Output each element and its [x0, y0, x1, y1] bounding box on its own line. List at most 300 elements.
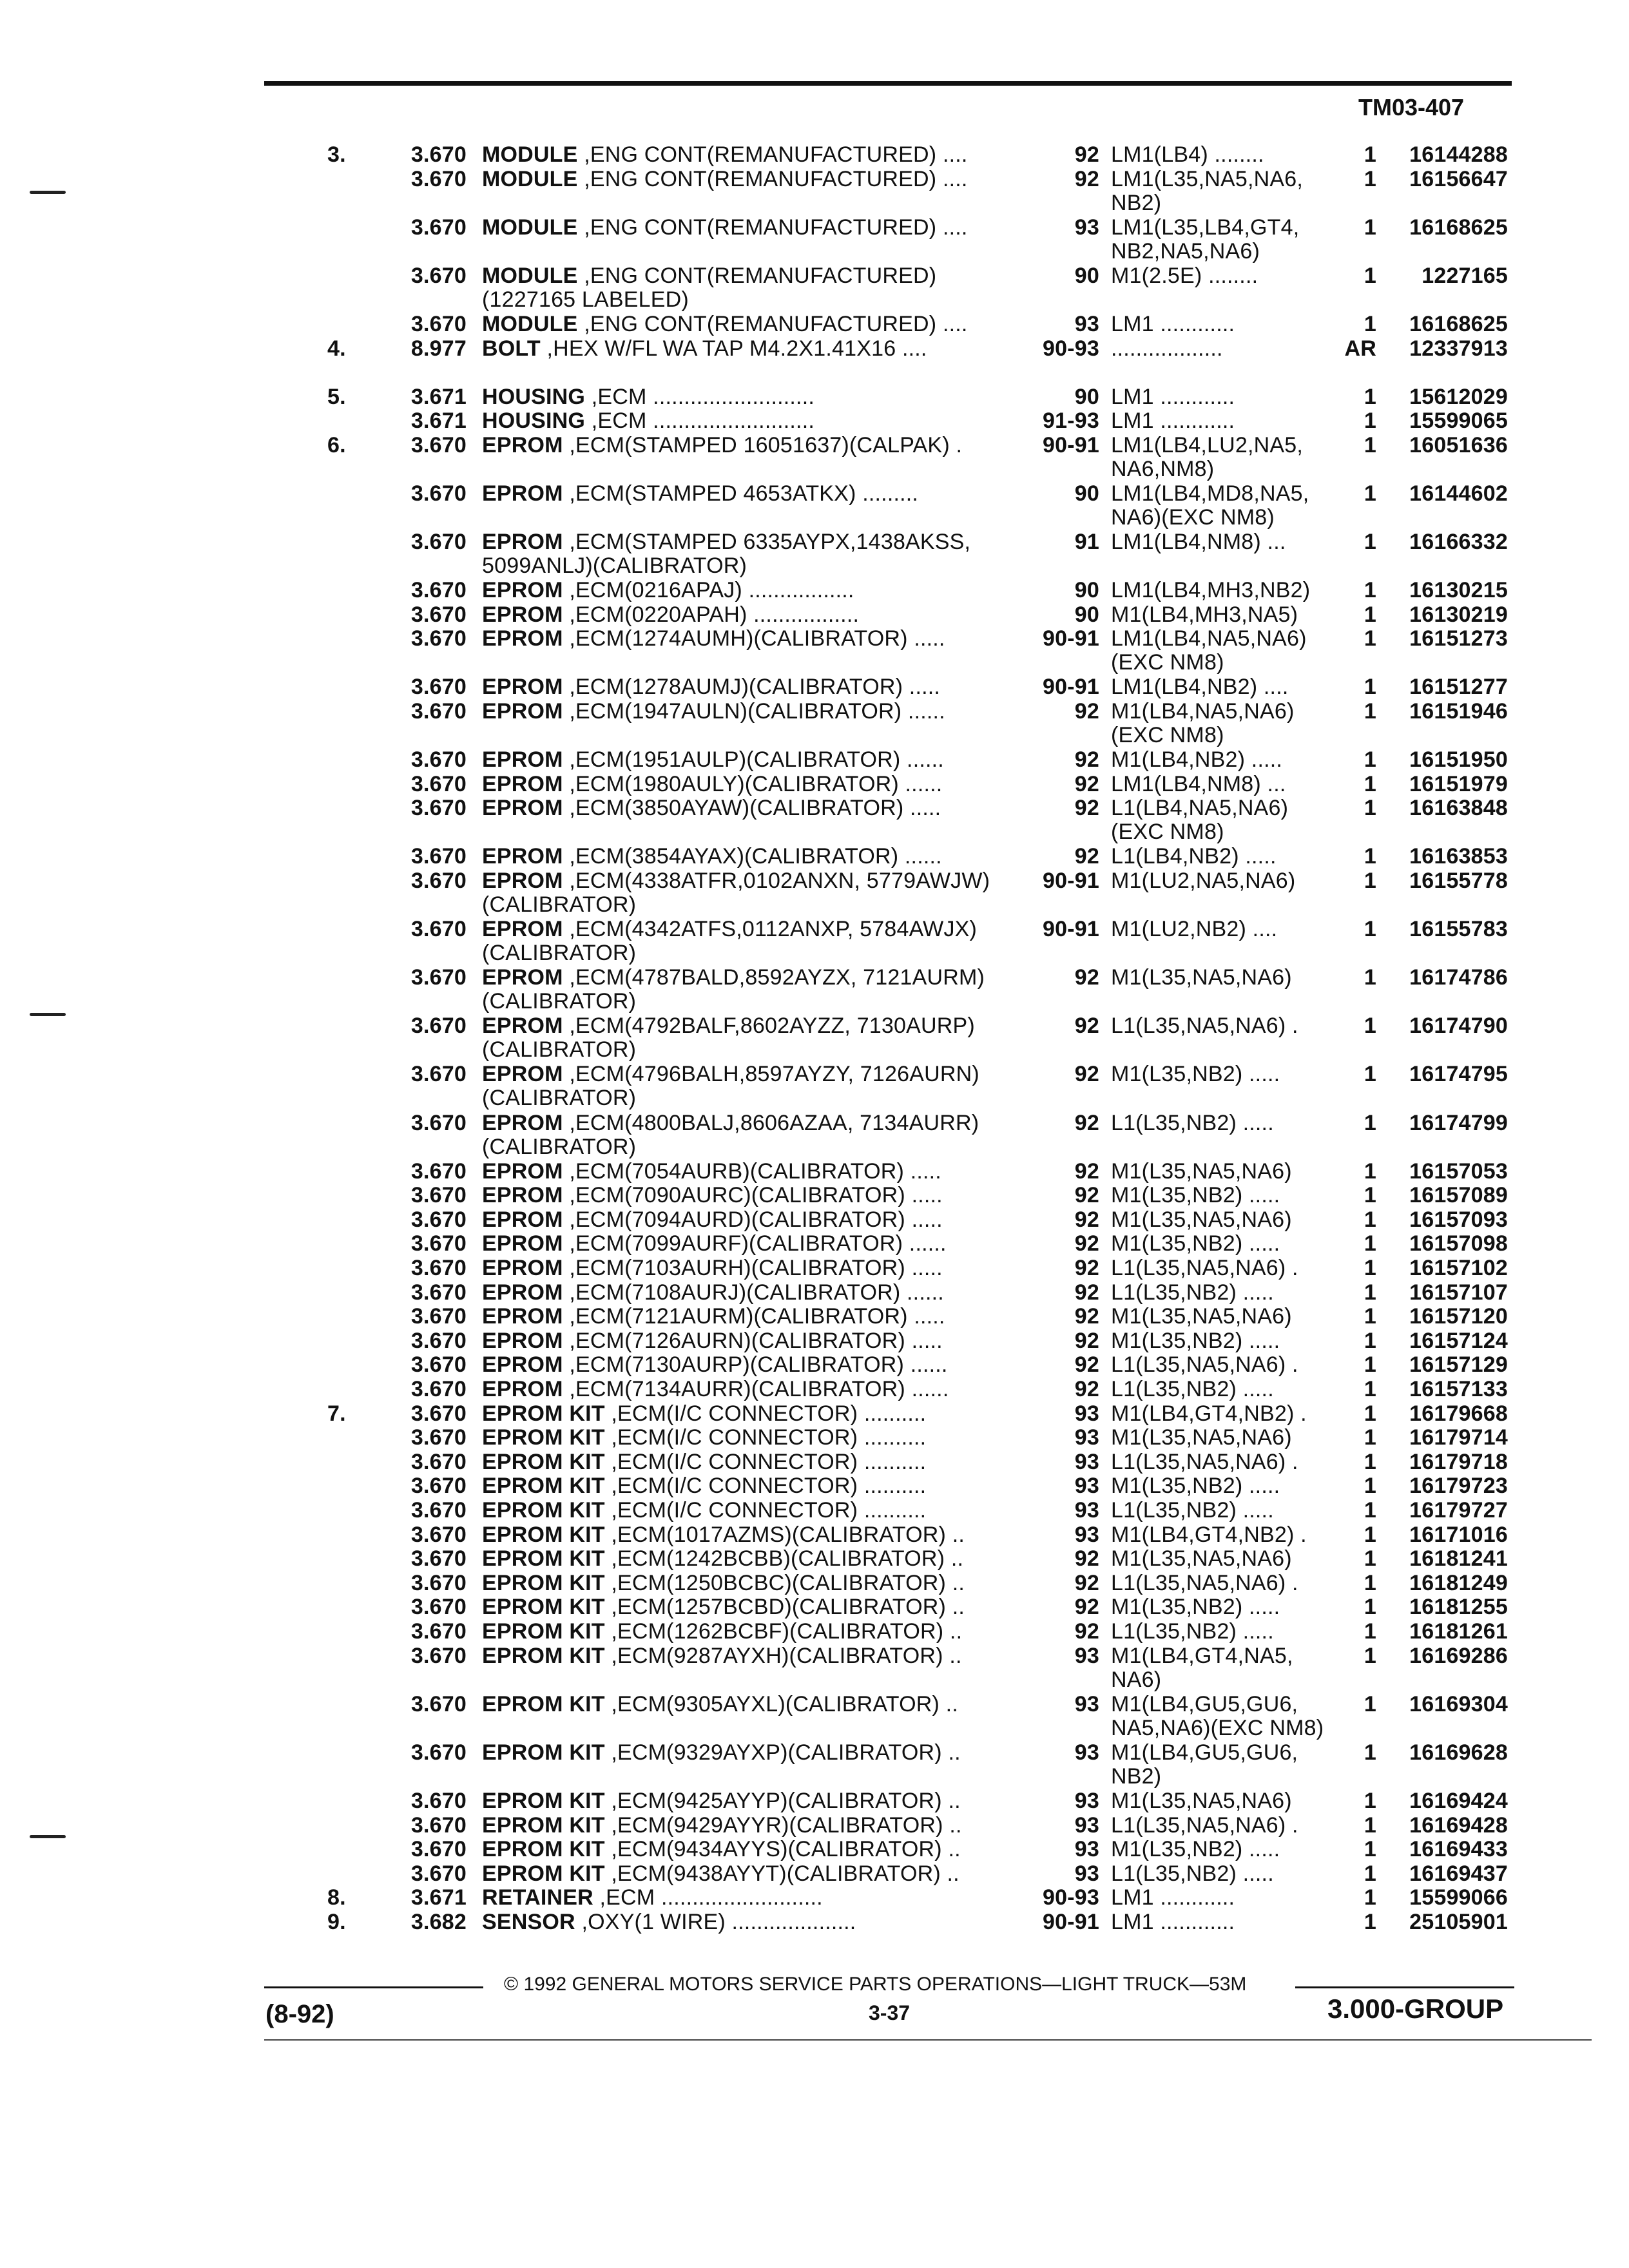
part-detail: ,ECM(STAMPED 4653ATKX) ......... — [569, 481, 919, 506]
part-description — [482, 1547, 1017, 1571]
model-codes: M1(L35,NA5,NA6) — [1111, 1158, 1292, 1184]
model-years: 91 — [1074, 530, 1099, 554]
part-number: 16181241 — [1409, 1546, 1508, 1571]
part-number: 16157093 — [1409, 1207, 1508, 1232]
quantity: 1 — [1364, 1522, 1376, 1547]
part-detail: ,ENG CONT(REMANUFACTURED) .... — [584, 142, 968, 167]
model-codes: M1(L35,NA5,NA6) — [1111, 1425, 1292, 1450]
model-years: 92 — [1074, 1328, 1099, 1353]
group-number: 3.670 — [410, 1498, 467, 1523]
part-description — [482, 1353, 1017, 1377]
model-years: 93 — [1074, 311, 1099, 336]
quantity: 1 — [1364, 1861, 1376, 1886]
quantity: 1 — [1364, 1909, 1376, 1934]
part-name: EPROM — [482, 1231, 563, 1256]
model-years: 92 — [1074, 796, 1099, 821]
part-description — [482, 1111, 1017, 1159]
document-id: TM03-407 — [1358, 94, 1465, 120]
group-number: 3.670 — [410, 747, 467, 773]
part-detail: ,ECM(9434AYYS)(CALIBRATOR) .. — [611, 1837, 961, 1862]
part-name: EPROM — [482, 917, 563, 942]
model-codes: M1(LB4,GT4,NB2) . — [1111, 1522, 1307, 1547]
model-codes: M1(LU2,NB2) .... — [1111, 917, 1278, 942]
part-number: 16169304 — [1409, 1691, 1508, 1716]
part-description — [482, 1160, 1017, 1184]
quantity: 1 — [1364, 166, 1376, 191]
part-detail: ,ECM(I/C CONNECTOR) .......... — [611, 1425, 927, 1450]
part-description — [482, 1474, 1017, 1498]
model-codes: L1(L35,NA5,NA6) . — [1111, 1570, 1298, 1595]
model-years: 92 — [1074, 1183, 1099, 1208]
part-detail: ,ECM(4792BALF,8602AYZZ, 7130AURP)(CALIBRATOR) — [482, 1014, 975, 1062]
group-number: 3.670 — [410, 1474, 467, 1499]
part-number: 16157053 — [1409, 1158, 1508, 1184]
model-years: 92 — [1074, 1304, 1099, 1329]
model-codes: M1(L35,NB2) ..... — [1111, 1837, 1280, 1862]
part-name: EPROM — [482, 578, 563, 603]
part-description — [482, 1014, 1017, 1062]
part-name: EPROM KIT — [482, 1595, 605, 1620]
bottom-rule — [264, 2039, 1592, 2041]
part-name: EPROM — [482, 747, 563, 773]
model-codes: L1(L35,NA5,NA6) . — [1111, 1256, 1298, 1280]
model-codes: LM1 ............ — [1111, 1909, 1235, 1934]
part-number: 16157102 — [1409, 1256, 1508, 1280]
model-years: 92 — [1074, 1207, 1099, 1232]
model-years: 92 — [1074, 771, 1099, 796]
part-description — [482, 1789, 1017, 1813]
group-number: 3.670 — [410, 1256, 467, 1280]
part-name: EPROM — [482, 1280, 563, 1305]
part-detail: ,ECM(STAMPED 6335AYPX,1438AKSS, 5099ANLJ)(CALIBRATOR) — [482, 530, 971, 578]
quantity: 1 — [1364, 917, 1376, 942]
part-description — [482, 1232, 1017, 1256]
quantity: 1 — [1364, 699, 1376, 724]
part-name: EPROM — [482, 1352, 563, 1378]
part-description — [482, 1329, 1017, 1353]
model-codes: M1(L35,NB2) ..... — [1111, 1474, 1280, 1499]
quantity: 1 — [1364, 1401, 1376, 1426]
part-detail: ,ECM(7130AURP)(CALIBRATOR) ...... — [569, 1352, 948, 1378]
part-detail: ,ECM(4800BALJ,8606AZAA, 7134AURR)(CALIBRATOR) — [482, 1110, 979, 1159]
part-name: MODULE — [482, 142, 578, 167]
group-number: 3.670 — [410, 1837, 467, 1862]
part-number: 16157129 — [1409, 1352, 1508, 1378]
model-years: 92 — [1074, 1352, 1099, 1378]
model-years: 90 — [1074, 602, 1099, 627]
model-years: 92 — [1074, 1110, 1099, 1135]
part-number: 16174786 — [1409, 965, 1508, 990]
part-description — [482, 482, 1017, 506]
model-years: 93 — [1074, 1401, 1099, 1426]
group-number: 3.670 — [410, 602, 467, 627]
part-number: 16151979 — [1409, 771, 1508, 796]
group-number: 3.670 — [410, 166, 467, 191]
group-number: 3.670 — [410, 1740, 467, 1765]
quantity: 1 — [1364, 1183, 1376, 1208]
part-detail: ,ECM(1274AUMH)(CALIBRATOR) ..... — [569, 626, 945, 651]
model-codes: L1(LB4,NA5,NA6) (EXC NM8) — [1111, 796, 1289, 845]
group-number: 3.670 — [410, 675, 467, 700]
group-number: 3.670 — [410, 1158, 467, 1184]
part-number: 16157120 — [1409, 1304, 1508, 1329]
part-number: 16174799 — [1409, 1110, 1508, 1135]
part-name: SENSOR — [482, 1909, 575, 1934]
quantity: 1 — [1364, 1158, 1376, 1184]
model-years: 92 — [1074, 1570, 1099, 1595]
model-years: 93 — [1074, 1643, 1099, 1668]
quantity: 1 — [1364, 1570, 1376, 1595]
quantity: 1 — [1364, 1110, 1376, 1135]
model-codes: LM1(LB4,NA5,NA6) (EXC NM8) — [1111, 626, 1307, 675]
part-detail: ,ENG CONT(REMANUFACTURED) .... — [584, 311, 968, 336]
part-number: 16157098 — [1409, 1231, 1508, 1256]
quantity: 1 — [1364, 1062, 1376, 1087]
part-number: 16144288 — [1409, 142, 1508, 167]
part-name: EPROM KIT — [482, 1570, 605, 1595]
group-number: 3.670 — [410, 917, 467, 942]
part-detail: ,ECM(0216APAJ) ................. — [569, 578, 854, 603]
part-name: EPROM KIT — [482, 1425, 605, 1450]
part-description — [482, 1256, 1017, 1280]
part-name: EPROM KIT — [482, 1401, 605, 1426]
group-number: 3.670 — [410, 965, 467, 990]
part-name: EPROM KIT — [482, 1474, 605, 1499]
model-codes: LM1(LB4,MH3,NB2) — [1111, 578, 1311, 603]
part-detail: ,ECM(1980AULY)(CALIBRATOR) ...... — [569, 771, 943, 796]
part-number: 16156647 — [1409, 166, 1508, 191]
group-number: 3.670 — [410, 626, 467, 651]
group-number: 3.671 — [410, 384, 467, 409]
part-name: EPROM KIT — [482, 1449, 605, 1474]
model-codes: M1(L35,NA5,NA6) — [1111, 965, 1292, 990]
group-number: 8.977 — [410, 336, 467, 361]
model-codes: M1(L35,NB2) ..... — [1111, 1231, 1280, 1256]
model-years: 93 — [1074, 1691, 1099, 1716]
part-detail: ,ECM(1250BCBC)(CALIBRATOR) .. — [611, 1570, 965, 1595]
model-years: 92 — [1074, 166, 1099, 191]
part-detail: ,ECM(7099AURF)(CALIBRATOR) ...... — [569, 1231, 947, 1256]
quantity: 1 — [1364, 1837, 1376, 1862]
part-name: EPROM — [482, 626, 563, 651]
part-number: 16179727 — [1409, 1498, 1508, 1523]
part-name: EPROM KIT — [482, 1691, 605, 1716]
group-number: 3.670 — [410, 1401, 467, 1426]
part-name: MODULE — [482, 215, 578, 240]
part-name: EPROM — [482, 1014, 563, 1039]
part-number: 16163848 — [1409, 796, 1508, 821]
model-years: 93 — [1074, 1837, 1099, 1862]
quantity: 1 — [1364, 1546, 1376, 1571]
part-detail: ,ECM(7121AURM)(CALIBRATOR) ..... — [569, 1304, 945, 1329]
model-codes: M1(LB4,MH3,NA5) — [1111, 602, 1298, 627]
model-years: 93 — [1074, 1474, 1099, 1499]
part-description — [482, 264, 1017, 312]
model-codes: L1(L35,NB2) ..... — [1111, 1619, 1274, 1644]
part-description — [482, 143, 1017, 167]
part-name: EPROM — [482, 1110, 563, 1135]
part-name: EPROM — [482, 432, 563, 457]
part-description — [482, 1693, 1017, 1716]
quantity: 1 — [1364, 1231, 1376, 1256]
model-years: 92 — [1074, 1619, 1099, 1644]
part-number: 16157089 — [1409, 1183, 1508, 1208]
quantity: 1 — [1364, 1256, 1376, 1280]
quantity: 1 — [1364, 408, 1376, 434]
part-name: MODULE — [482, 263, 578, 288]
model-codes: M1(LB4,NB2) ..... — [1111, 747, 1283, 773]
part-detail: ,ECM(7103AURH)(CALIBRATOR) ..... — [569, 1256, 943, 1280]
part-description — [482, 1305, 1017, 1329]
part-name: HOUSING — [482, 384, 586, 409]
quantity: 1 — [1364, 1449, 1376, 1474]
model-codes: L1(L35,NB2) ..... — [1111, 1280, 1274, 1305]
group-number: 3.670 — [410, 796, 467, 821]
part-detail: ,ECM(4342ATFS,0112ANXP, 5784AWJX)(CALIBRATOR) — [482, 917, 978, 966]
part-number: 16151950 — [1409, 747, 1508, 773]
part-name: EPROM — [482, 1377, 563, 1401]
part-name: EPROM — [482, 1207, 563, 1232]
group-number: 3.670 — [410, 1207, 467, 1232]
group-number: 3.670 — [410, 1014, 467, 1039]
part-detail: ,ECM(7054AURB)(CALIBRATOR) ..... — [569, 1158, 941, 1184]
part-number: 1227165 — [1422, 263, 1508, 288]
part-number: 25105901 — [1409, 1909, 1508, 1934]
model-codes: L1(L35,NB2) ..... — [1111, 1377, 1274, 1401]
part-number: 16155783 — [1409, 917, 1508, 942]
quantity: 1 — [1364, 796, 1376, 821]
model-years: 90-91 — [1043, 1909, 1099, 1934]
part-detail: ,ENG CONT(REMANUFACTURED) .... — [584, 215, 968, 240]
model-codes: LM1(LB4,LU2,NA5, NA6,NM8) — [1111, 432, 1304, 481]
part-number: 16169433 — [1409, 1837, 1508, 1862]
model-codes: LM1(L35,NA5,NA6, NB2) — [1111, 166, 1304, 215]
part-number: 16181255 — [1409, 1595, 1508, 1620]
footer-rule-right — [1295, 1986, 1514, 1988]
model-years: 92 — [1074, 1546, 1099, 1571]
model-codes: L1(L35,NA5,NA6) . — [1111, 1352, 1298, 1378]
model-years: 93 — [1074, 1425, 1099, 1450]
part-detail: ,ECM(1947AULN)(CALIBRATOR) ...... — [569, 699, 945, 724]
group-number: 3.682 — [410, 1909, 467, 1934]
part-detail: ,ECM(1262BCBF)(CALIBRATOR) .. — [611, 1619, 963, 1644]
quantity: 1 — [1364, 530, 1376, 554]
part-number: 16157133 — [1409, 1377, 1508, 1401]
model-years: 90 — [1074, 384, 1099, 409]
group-number: 3.670 — [410, 1231, 467, 1256]
part-name: EPROM KIT — [482, 1837, 605, 1862]
quantity: 1 — [1364, 1885, 1376, 1910]
footer-date: (8-92) — [265, 2000, 334, 2028]
part-description — [482, 845, 1017, 869]
group-number: 3.670 — [410, 432, 467, 457]
part-detail: ,ECM(3854AYAX)(CALIBRATOR) ...... — [569, 844, 942, 869]
model-years: 93 — [1074, 215, 1099, 240]
quantity: 1 — [1364, 1328, 1376, 1353]
group-number: 3.670 — [410, 699, 467, 724]
model-years: 92 — [1074, 142, 1099, 167]
part-number: 16157124 — [1409, 1328, 1508, 1353]
ref-number: 6. — [327, 432, 346, 457]
part-number: 16174790 — [1409, 1014, 1508, 1039]
model-years: 91-93 — [1043, 408, 1099, 434]
part-name: HOUSING — [482, 408, 586, 434]
part-detail: ,ECM(I/C CONNECTOR) .......... — [611, 1474, 927, 1499]
part-description — [482, 1862, 1017, 1886]
part-detail: ,HEX W/FL WA TAP M4.2X1.41X16 .... — [546, 336, 927, 361]
part-description — [482, 1184, 1017, 1207]
part-number: 16181261 — [1409, 1619, 1508, 1644]
part-number: 16144602 — [1409, 481, 1508, 506]
part-name: EPROM — [482, 869, 563, 893]
part-detail: ,ECM(1278AUMJ)(CALIBRATOR) ..... — [569, 675, 941, 700]
model-codes: M1(LB4,NA5,NA6) (EXC NM8) — [1111, 699, 1295, 747]
part-name: EPROM KIT — [482, 1498, 605, 1523]
part-detail: ,ECM(4796BALH,8597AYZY, 7126AURN)(CALIBRATOR) — [482, 1062, 979, 1111]
quantity: 1 — [1364, 1740, 1376, 1765]
part-detail: ,ECM(9425AYYP)(CALIBRATOR) .. — [611, 1788, 961, 1813]
part-detail: ,ECM(9305AYXL)(CALIBRATOR) .. — [611, 1691, 958, 1716]
part-description — [482, 312, 1017, 336]
part-detail: ,ECM(STAMPED 16051637)(CALPAK) . — [569, 432, 963, 457]
part-name: EPROM KIT — [482, 1740, 605, 1765]
group-number: 3.670 — [410, 1449, 467, 1474]
model-codes: LM1(L35,LB4,GT4, NB2,NA5,NA6) — [1111, 215, 1300, 264]
quantity: 1 — [1364, 1280, 1376, 1305]
part-number: 16169437 — [1409, 1861, 1508, 1886]
model-codes: M1(LB4,GT4,NA5, NA6) — [1111, 1643, 1293, 1692]
model-codes: .................. — [1111, 336, 1223, 361]
part-name: EPROM — [482, 481, 563, 506]
part-number: 16179714 — [1409, 1425, 1508, 1450]
part-description — [482, 1426, 1017, 1450]
quantity: 1 — [1364, 1498, 1376, 1523]
part-name: EPROM — [482, 965, 563, 990]
quantity: 1 — [1364, 432, 1376, 457]
model-years: 90-91 — [1043, 675, 1099, 700]
part-detail: ,ECM(7094AURD)(CALIBRATOR) ..... — [569, 1207, 943, 1232]
part-number: 16179723 — [1409, 1474, 1508, 1499]
ref-number: 3. — [327, 142, 346, 167]
group-number: 3.670 — [410, 263, 467, 288]
part-description — [482, 1523, 1017, 1547]
model-years: 92 — [1074, 1377, 1099, 1401]
model-years: 90-91 — [1043, 869, 1099, 893]
model-years: 92 — [1074, 747, 1099, 773]
part-description — [482, 675, 1017, 699]
model-years: 93 — [1074, 1740, 1099, 1765]
part-description — [482, 773, 1017, 796]
model-years: 93 — [1074, 1812, 1099, 1838]
model-codes: M1(L35,NA5,NA6) — [1111, 1207, 1292, 1232]
quantity: 1 — [1364, 675, 1376, 700]
part-number: 16169628 — [1409, 1740, 1508, 1765]
part-detail: ,ECM(1257BCBD)(CALIBRATOR) .. — [611, 1595, 965, 1620]
model-years: 92 — [1074, 1231, 1099, 1256]
model-codes: LM1 ............ — [1111, 311, 1235, 336]
part-number: 16151946 — [1409, 699, 1508, 724]
part-number: 16051636 — [1409, 432, 1508, 457]
model-codes: M1(LB4,GU5,GU6, NA5,NA6)(EXC NM8) — [1111, 1691, 1324, 1740]
part-name: EPROM KIT — [482, 1812, 605, 1838]
ref-number: 4. — [327, 336, 346, 361]
model-years: 93 — [1074, 1788, 1099, 1813]
group-number: 3.670 — [410, 1352, 467, 1378]
part-name: EPROM — [482, 699, 563, 724]
part-name: EPROM — [482, 1304, 563, 1329]
part-number: 16169428 — [1409, 1812, 1508, 1838]
part-description — [482, 216, 1017, 240]
part-number: 16169286 — [1409, 1643, 1508, 1668]
quantity: 1 — [1364, 1788, 1376, 1813]
model-years: 93 — [1074, 1498, 1099, 1523]
model-codes: LM1(LB4,NM8) ... — [1111, 771, 1286, 796]
model-codes: LM1 ............ — [1111, 384, 1235, 409]
part-description — [482, 603, 1017, 627]
model-years: 90 — [1074, 481, 1099, 506]
part-description — [482, 1062, 1017, 1110]
footer-rule-left — [264, 1986, 483, 1988]
part-number: 16179668 — [1409, 1401, 1508, 1426]
part-description — [482, 1402, 1017, 1426]
part-detail: ,ECM(9438AYYT)(CALIBRATOR) .. — [611, 1861, 959, 1886]
quantity: 1 — [1364, 311, 1376, 336]
quantity: 1 — [1364, 1352, 1376, 1378]
quantity: 1 — [1364, 844, 1376, 869]
model-years: 92 — [1074, 1280, 1099, 1305]
part-name: EPROM — [482, 530, 563, 554]
model-codes: LM1 ............ — [1111, 408, 1235, 434]
model-years: 93 — [1074, 1522, 1099, 1547]
quantity: 1 — [1364, 263, 1376, 288]
part-detail: ,ECM(1951AULP)(CALIBRATOR) ...... — [569, 747, 944, 773]
model-years: 93 — [1074, 1861, 1099, 1886]
group-number: 3.670 — [410, 530, 467, 554]
group-number: 3.670 — [410, 1328, 467, 1353]
model-codes: M1(L35,NA5,NA6) — [1111, 1304, 1292, 1329]
group-number: 3.670 — [410, 1546, 467, 1571]
model-codes: M1(L35,NB2) ..... — [1111, 1595, 1280, 1620]
quantity: 1 — [1364, 578, 1376, 603]
part-number: 15612029 — [1409, 384, 1508, 409]
quantity: 1 — [1364, 1474, 1376, 1499]
model-codes: L1(LB4,NB2) ..... — [1111, 844, 1277, 869]
group-number: 3.670 — [410, 1183, 467, 1208]
model-codes: L1(L35,NB2) ..... — [1111, 1110, 1274, 1135]
part-detail: ,ECM(1242BCBB)(CALIBRATOR) .. — [611, 1546, 964, 1571]
model-years: 92 — [1074, 965, 1099, 990]
footer-group: 3.000-GROUP — [1327, 1994, 1504, 2024]
model-codes: M1(L35,NB2) ..... — [1111, 1062, 1280, 1087]
quantity: 1 — [1364, 1207, 1376, 1232]
part-number: 16174795 — [1409, 1062, 1508, 1087]
model-codes: LM1(LB4) ........ — [1111, 142, 1264, 167]
part-detail: ,ECM(I/C CONNECTOR) .......... — [611, 1401, 927, 1426]
quantity: 1 — [1364, 384, 1376, 409]
group-number: 3.670 — [410, 1280, 467, 1305]
part-description — [482, 1644, 1017, 1668]
part-detail: ,ENG CONT(REMANUFACTURED) (1227165 LABELED) — [482, 263, 937, 312]
part-number: 15599065 — [1409, 408, 1508, 434]
part-description — [482, 1886, 1017, 1910]
group-number: 3.671 — [410, 408, 467, 434]
quantity: 1 — [1364, 1425, 1376, 1450]
part-name: EPROM KIT — [482, 1861, 605, 1886]
group-number: 3.670 — [410, 1619, 467, 1644]
model-codes: M1(L35,NA5,NA6) — [1111, 1788, 1292, 1813]
group-number: 3.670 — [410, 771, 467, 796]
part-detail: ,ECM(4338ATFR,0102ANXN, 5779AWJW)(CALIBRATOR) — [482, 869, 990, 917]
